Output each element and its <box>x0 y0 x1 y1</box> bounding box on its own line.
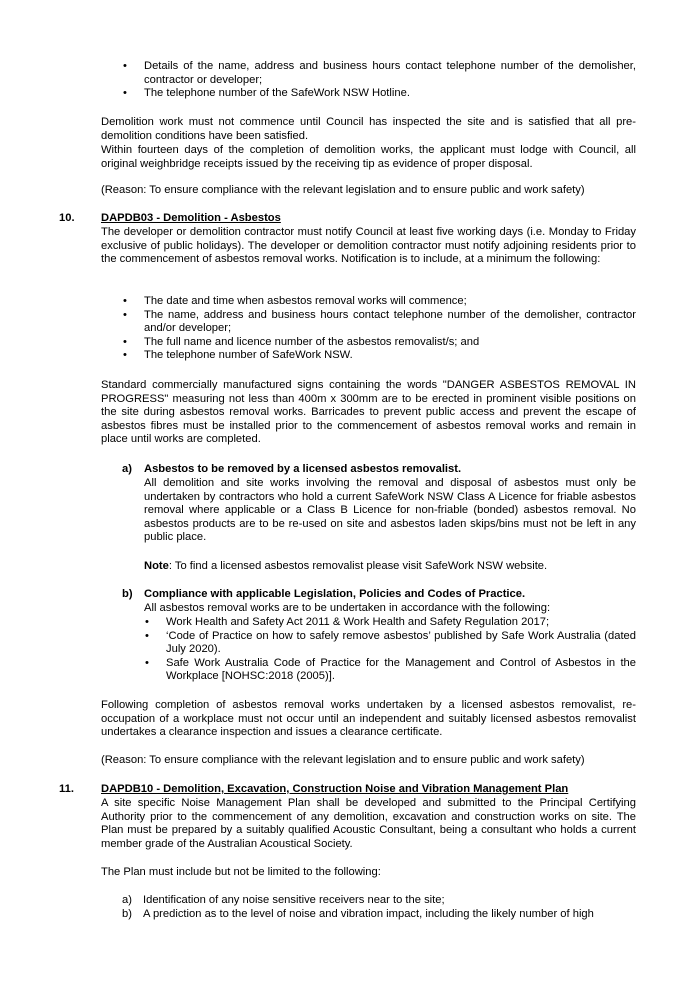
list-item: • Work Health and Safety Act 2011 & Work Health and Safety Regulation 2017; <box>144 616 636 630</box>
list-item: • The telephone number of SafeWork NSW. <box>122 349 636 363</box>
subsection-letter: b) <box>122 588 133 600</box>
following-paragraph: Following completion of asbestos removal works undertaken by a licensed asbestos removalist, re-occupation of a workplace must not occur until an independent and suitably licensed asbestos removalist undertakes a clearance inspection and issues a clearance certificate. <box>101 699 636 739</box>
section-title: DAPDB03 - Demolition - Asbestos <box>101 212 281 224</box>
reason-text: (Reason: To ensure compliance with the relevant legislation and to ensure public and work safety) <box>101 184 585 196</box>
list-item: • The full name and licence number of the asbestos removalist/s; and <box>122 336 636 350</box>
subsection-title: Compliance with applicable Legislation, Policies and Codes of Practice. <box>144 588 526 600</box>
section-number: 10. <box>59 212 75 224</box>
subsection-a-body: All demolition and site works involving the removal and disposal of asbestos must only be undertaken by contractors who hold a current SafeWork NSW Class A Licence for friable asbestos removal where applicable or a Class B Licence for non-friable (bonded) asbestos removal. No asbestos products are to be re-used on site and asbestos laden skips/bins must not be left in any public place. <box>144 477 636 544</box>
note-label: Note <box>144 560 169 572</box>
subsection-title: Asbestos to be removed by a licensed asbestos removalist. <box>144 463 462 475</box>
subsection-b-heading <box>122 588 637 602</box>
list-item: • The name, address and business hours contact telephone number of the demolisher, contractor and/or developer; <box>122 309 636 336</box>
section-title: DAPDB10 - Demolition, Excavation, Construction Noise and Vibration Management Plan <box>101 783 569 795</box>
signs-paragraph: Standard commercially manufactured signs containing the words "DANGER ASBESTOS REMOVAL IN PROGRESS" measuring not less than 400m x 300mm are to be erected in prominent visible positions on the site during asbestos removal works. Barricades to prevent public access and prevent the escape of asbestos fibres must be installed prior to the commencement of asbestos removal works and remain in place until works are completed. <box>101 379 636 446</box>
subsection-a-heading <box>122 463 637 477</box>
paragraph-weighbridge: Within fourteen days of the completion of demolition works, the applicant must lodge with Council, all original weighbridge receipts issued by the receiving tip as evidence of proper disposal. <box>101 144 636 170</box>
plan-include-paragraph: The Plan must include but not be limited to the following: <box>101 866 381 878</box>
notification-bullet-list <box>122 295 636 363</box>
list-item <box>122 894 642 908</box>
list-item: • ‘Code of Practice on how to safely remove asbestos’ published by Safe Work Australia (dated July 2020). <box>144 630 636 657</box>
section-11-intro: A site specific Noise Management Plan shall be developed and submitted to the Principal Certifying Authority prior to the commencement of any demolition, excavation and construction works on site. The Plan must be prepared by a suitably qualified Acoustic Consultant, being a consultant who holds a current member grade of the Australian Acoustical Society. <box>101 797 636 850</box>
item-text: A prediction as to the level of noise and vibration impact, including the likely number of high <box>143 907 594 920</box>
reason-text: (Reason: To ensure compliance with the relevant legislation and to ensure public and work safety) <box>101 754 585 766</box>
list-item: • The telephone number of the SafeWork NSW Hotline. <box>122 87 636 101</box>
top-bullet-list <box>122 60 636 101</box>
section-11-heading <box>59 783 679 797</box>
subsection-b-body: All asbestos removal works are to be undertaken in accordance with the following: <box>144 602 551 614</box>
list-item: • Details of the name, address and business hours contact telephone number of the demolisher, contractor or developer; <box>122 60 636 87</box>
list-item: • Safe Work Australia Code of Practice for the Management and Control of Asbestos in the Workplace [NOHSC:2018 (2005)]. <box>144 657 636 684</box>
section-10-intro: The developer or demolition contractor must notify Council at least five working days (i.e. Monday to Friday exclusive of public holidays). The developer or demolition contractor must notify adjoining residents prior to the commencement of asbestos removal works. Notification is to include, at a minimum the following: <box>101 226 636 266</box>
item-letter: b) <box>122 907 132 920</box>
subsection-letter: a) <box>122 463 132 475</box>
item-letter: a) <box>122 894 132 906</box>
item-text: Identification of any noise sensitive receivers near to the site; <box>143 894 445 906</box>
note-paragraph <box>144 560 636 574</box>
section-10-heading <box>59 212 659 226</box>
section-number: 11. <box>59 783 74 795</box>
list-item: • The date and time when asbestos removal works will commence; <box>122 295 636 309</box>
legislation-bullet-list <box>144 616 636 684</box>
list-item <box>122 908 642 922</box>
note-text: : To find a licensed asbestos removalist please visit SafeWork NSW website. <box>168 560 548 572</box>
plan-item-list <box>122 894 642 921</box>
paragraph-inspection: Demolition work must not commence until Council has inspected the site and is satisfied that all pre-demolition conditions have been satisfied. <box>101 116 636 142</box>
